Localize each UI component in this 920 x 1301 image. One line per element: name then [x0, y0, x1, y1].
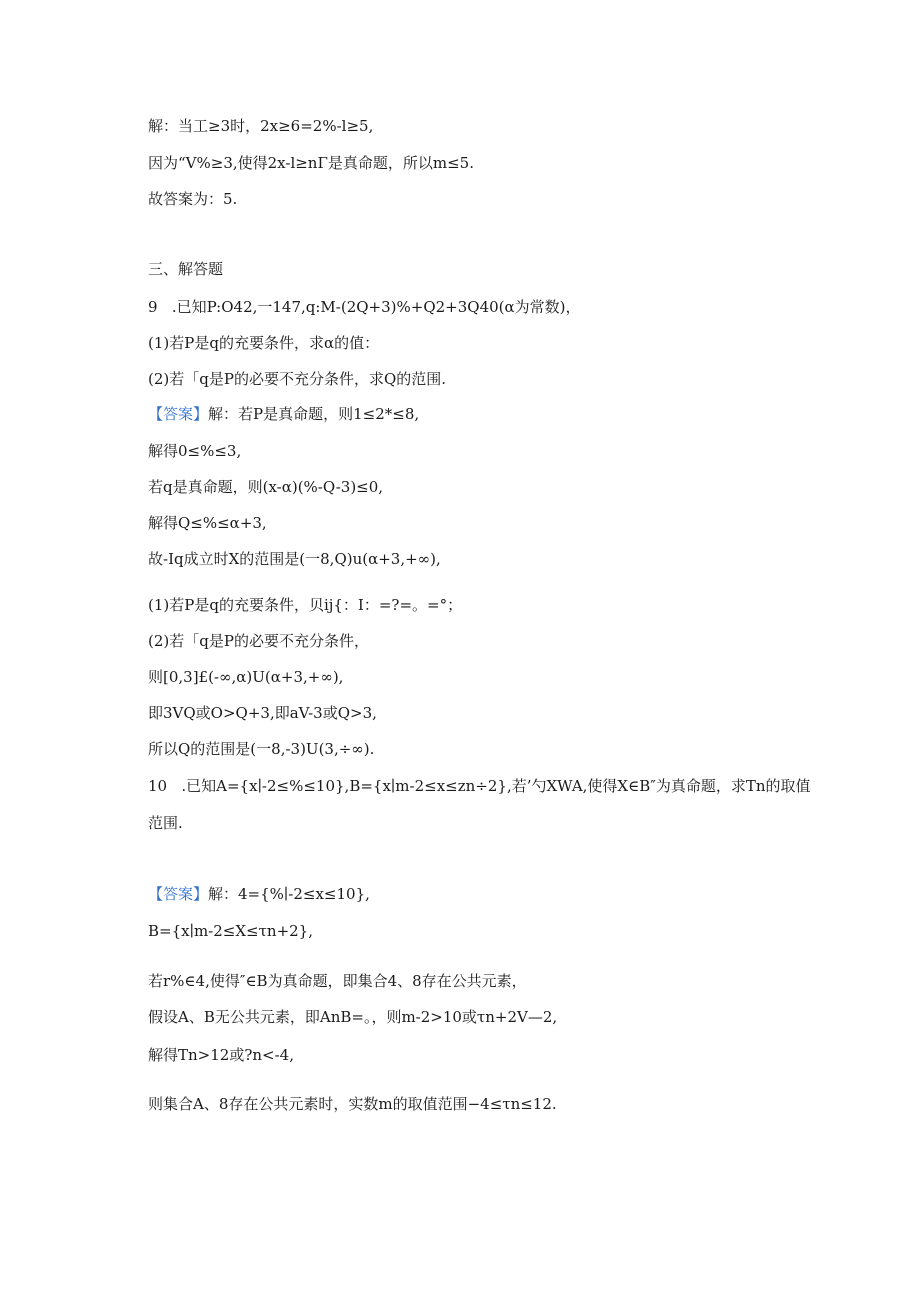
answer-line: B={x∣m-2≤X≤τn+2},	[148, 922, 313, 940]
answer-line: 解得Q≤%≤α+3,	[148, 514, 267, 532]
answer-text: 解：若P是真命题，则1≤2*≤8,	[208, 405, 420, 423]
question-9-answer-first	[148, 403, 419, 425]
question-10-answer-first	[148, 883, 370, 905]
answer-line: 所以Q的范围是(一8,-3)U(3,÷∞).	[148, 740, 375, 758]
answer-line: 解得Tn>12或?n<-4,	[148, 1046, 294, 1064]
answer-line: 故答案为：5.	[148, 190, 238, 208]
question-9-part-1: (1)若P是q的充要条件，求α的值：	[148, 334, 380, 352]
question-9-part-2: (2)若「q是P的必要不充分条件，求Q的范围.	[148, 370, 447, 388]
answer-line: 即3VQ或O>Q+3,即aV-3或Q>3,	[148, 704, 377, 722]
question-10-prompt-cont: 范围.	[148, 814, 183, 832]
answer-line: 假设A、B无公共元素，即AnB=。，则m-2>10或τn+2V—2,	[148, 1008, 558, 1026]
question-10-prompt: 10 .已知A={x∣-2≤%≤10},B={x∣m-2≤x≤zn÷2},若’勺XWA,使得X∈B″为真命题，求Tn的取值	[148, 777, 811, 795]
answer-line: 则[0,3]£(-∞,α)U(α+3,+∞),	[148, 668, 344, 686]
answer-line: 若q是真命题，则(x-α)(%-Q-3)≤0,	[148, 478, 384, 496]
answer-tag: 【答案】	[148, 405, 209, 423]
answer-line: 因为“V%≥3,使得2x-l≥nΓ是真命题，所以m≤5.	[148, 154, 474, 172]
answer-line: 故-Iq成立时X的范围是(一8,Q)u(α+3,+∞),	[148, 550, 441, 568]
answer-line: 解得0≤%≤3,	[148, 442, 242, 460]
answer-text: 解：4={%∣-2≤x≤10},	[208, 885, 370, 903]
answer-line: 若r%∈4,使得″∈B为真命题，即集合4、8存在公共元素，	[148, 972, 527, 990]
section-heading: 三、解答题	[148, 260, 224, 278]
question-9-prompt: 9 .已知P:O42,一147,q:M-(2Q+3)%+Q2+3Q40(α为常数)，	[148, 298, 581, 316]
answer-line: 则集合A、8存在公共元素时，实数m的取值范围−4≤τn≤12.	[148, 1095, 557, 1113]
answer-tag: 【答案】	[148, 885, 209, 903]
answer-line: (1)若P是q的充要条件，贝ij{：I：=?=。=°；	[148, 596, 463, 614]
answer-line: 解：当工≥3时，2x≥6=2%-l≥5,	[148, 117, 374, 135]
answer-line: (2)若「q是P的必要不充分条件，	[148, 632, 369, 650]
